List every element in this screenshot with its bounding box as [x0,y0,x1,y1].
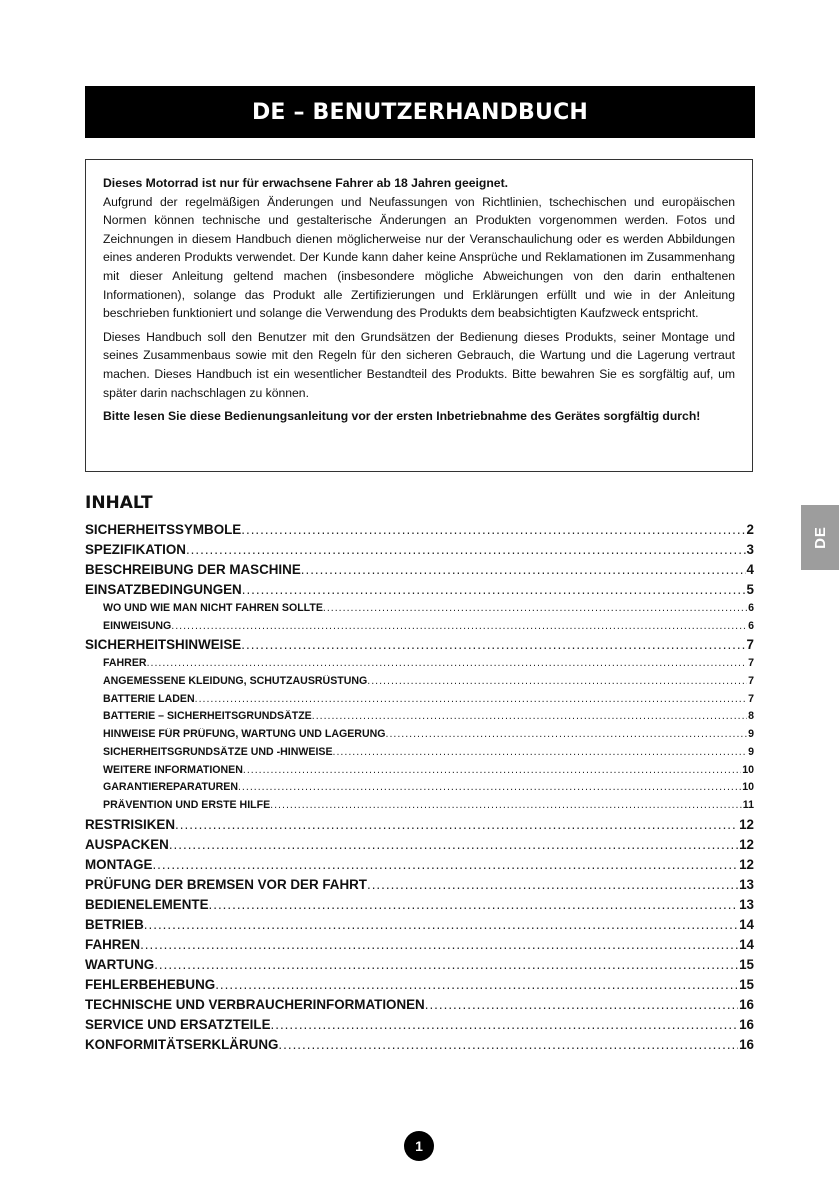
toc-entry-label: TECHNISCHE UND VERBRAUCHERINFORMATIONEN [85,996,425,1012]
toc-entry-label: SICHERHEITSGRUNDSÄTZE UND -HINWEISE [103,745,333,758]
toc-entry-page: 7 [748,692,754,705]
toc-entry-page: 7 [746,637,754,653]
toc-entry-label: ANGEMESSENE KLEIDUNG, SCHUTZAUSRÜSTUNG [103,675,368,688]
toc-entry[interactable] [85,997,754,1017]
toc-entry[interactable] [85,957,754,977]
toc-leader-dots [312,710,747,722]
toc-entry-page: 14 [739,936,754,952]
toc-entry-page: 9 [748,728,754,741]
toc-entry[interactable] [85,522,754,542]
toc-leader-dots [278,1037,738,1052]
toc-leader-dots [152,857,738,872]
toc-leader-dots [209,897,739,912]
toc-entry-label: FEHLERBEHEBUNG [85,976,216,992]
toc-entry-page: 12 [739,836,754,852]
manual-title: DE – BENUTZERHANDBUCH [251,99,589,125]
toc-entry-label: BESCHREIBUNG DER MASCHINE [85,562,301,577]
toc-entry[interactable] [85,657,754,675]
toc-entry-label: EINWEISUNG [103,619,172,632]
toc-leader-dots [367,675,747,687]
disclaimer-paragraph: Aufgrund der regelmäßigen Änderungen und Neufassungen von Richtlinien, tschechischen und europäischen Normen können technische und gestalterische Änderungen an Produkten vorgenommen werden. Fotos und Zeichnungen in diesem Handbuch dienen möglicherweise nur der Veranschaulichung oder es werden Abbildungen eines anderen Produkts verwendet. Der Kunde kann daher keine Ansprüche und Reklamationen im Zusammenhang mit dieser Anleitung geltend machen (insbesondere mögliche Abweichungen von den darin enthaltenen Informationen), solange das Produkt alle Zertifizierungen und Erklärungen erfüllt und wie in der Anleitung beschrieben funktioniert und solange die Verwendung des Produkts dem beabsichtigten Kaufzweck entspricht. [103,194,735,321]
toc-leader-dots [243,764,741,776]
toc-entry-label: RESTRISIKEN [85,816,176,832]
toc-leader-dots [140,937,738,952]
toc-entry-page: 16 [739,1016,754,1032]
toc-leader-dots [270,799,742,811]
toc-entry[interactable] [85,562,754,582]
toc-entry[interactable] [85,675,754,693]
toc-entry-page: 15 [739,956,754,972]
toc-leader-dots [241,637,745,652]
toc-entry-page: 6 [748,602,754,614]
toc-entry-page: 12 [739,856,754,872]
toc-leader-dots [186,542,746,557]
toc-entry[interactable] [85,764,754,782]
toc-entry-page: 9 [748,745,754,758]
purpose-paragraph: Dieses Handbuch soll den Benutzer mit den Grundsätzen der Bedienung dieses Produkts, seiner Montage und seines Zusammenbaus sowie mit den Regeln für den sicheren Gebrauch, die Wartung und die Lagerung vertraut machen. Dieses Handbuch ist ein wesentlicher Bestandteil des Produkts. Bitte bewahren Sie es sorgfältig auf, um später darin nachschlagen zu können. [103,329,735,400]
toc-entry-label: KONFORMITÄTSERKLÄRUNG [85,1036,279,1052]
toc-entry-page: 8 [748,710,754,723]
toc-entry-page: 14 [739,916,754,932]
toc-entry-page: 7 [748,657,754,670]
toc-entry-page: 12 [739,816,754,832]
toc-entry[interactable] [85,1017,754,1037]
toc-leader-dots [147,657,748,669]
toc-entry[interactable] [85,837,754,857]
toc-leader-dots [242,582,746,597]
manual-title-bar [85,86,755,138]
toc-entry-label: BETRIEB [85,916,144,932]
toc-leader-dots [241,522,745,537]
toc-entry-label: SICHERHEITSHINWEISE [85,637,242,653]
toc-entry-page: 6 [748,619,754,632]
toc-entry-page: 16 [739,1036,754,1052]
toc-entry-page: 16 [739,996,754,1012]
toc-entry-label: GARANTIEREPARATUREN [103,781,238,794]
toc-entry-page: 2 [746,522,754,537]
toc-entry-page: 13 [739,896,754,912]
toc-leader-dots [271,1017,739,1032]
toc-entry-label: WEITERE INFORMATIONEN [103,763,243,776]
toc-entry[interactable] [85,746,754,764]
toc-entry[interactable] [85,602,754,620]
page-number: 1 [404,1131,434,1161]
toc-leader-dots [175,817,738,832]
toc-entry-page: 11 [742,798,754,811]
toc-entry[interactable] [85,977,754,997]
toc-leader-dots [333,746,748,758]
toc-entry[interactable] [85,917,754,937]
toc-leader-dots [367,877,738,892]
toc-entry[interactable] [85,620,754,638]
toc-entry-page: 10 [742,781,754,794]
toc-leader-dots [238,781,741,793]
toc-leader-dots [215,977,738,992]
toc-entry[interactable] [85,799,754,817]
table-of-contents [85,522,754,1057]
toc-entry-page: 4 [746,562,754,577]
toc-entry-label: PRÄVENTION UND ERSTE HILFE [103,798,271,811]
age-warning: Dieses Motorrad ist nur für erwachsene Fahrer ab 18 Jahren geeignet. [103,176,509,190]
toc-leader-dots [323,602,747,614]
notice-box [85,159,753,472]
toc-entry-label: PRÜFUNG DER BREMSEN VOR DER FAHRT [85,876,367,892]
toc-entry-label: HINWEISE FÜR PRÜFUNG, WARTUNG UND LAGERUNG [103,728,386,741]
toc-entry-label: WARTUNG [85,956,155,972]
toc-entry[interactable] [85,637,754,657]
toc-entry-label: MONTAGE [85,856,153,872]
toc-entry-label: EINSATZBEDINGUNGEN [85,582,242,597]
toc-entry-label: BEDIENELEMENTE [85,896,209,912]
toc-leader-dots [144,917,738,932]
toc-entry-page: 7 [748,675,754,688]
toc-entry-page: 5 [746,582,754,597]
toc-entry[interactable] [85,877,754,897]
toc-leader-dots [425,997,738,1012]
toc-entry-page: 15 [739,976,754,992]
toc-entry-page: 13 [739,876,754,892]
toc-leader-dots [154,957,738,972]
toc-entry-page: 10 [742,763,754,776]
language-tab-label: DE [811,526,829,549]
toc-entry-label: BATTERIE LADEN [103,692,195,705]
toc-entry[interactable] [85,693,754,711]
read-instructions-notice: Bitte lesen Sie diese Bedienungsanleitung vor der ersten Inbetriebnahme des Gerätes sorgfältig durch! [103,409,701,424]
toc-entry[interactable] [85,710,754,728]
toc-entry[interactable] [85,582,754,602]
language-tab [801,505,839,570]
toc-heading: INHALT [85,493,153,513]
toc-entry-label: AUSPACKEN [85,836,169,852]
toc-leader-dots [169,837,738,852]
toc-leader-dots [171,620,747,632]
toc-leader-dots [195,693,747,705]
toc-entry-label: FAHRER [103,657,147,670]
toc-entry[interactable] [85,542,754,562]
toc-entry-label: WO UND WIE MAN NICHT FAHREN SOLLTE [103,602,323,614]
toc-entry-label: SPEZIFIKATION [85,542,186,557]
toc-entry-label: BATTERIE – SICHERHEITSGRUNDSÄTZE [103,710,312,723]
toc-entry-label: SICHERHEITSSYMBOLE [85,522,242,537]
toc-leader-dots [386,728,748,740]
toc-entry[interactable] [85,1037,754,1057]
toc-entry[interactable] [85,817,754,837]
toc-entry-page: 3 [746,542,754,557]
toc-entry[interactable] [85,897,754,917]
toc-entry[interactable] [85,937,754,957]
toc-entry[interactable] [85,781,754,799]
toc-leader-dots [301,562,746,577]
toc-entry-label: SERVICE UND ERSATZTEILE [85,1016,271,1032]
toc-entry[interactable] [85,728,754,746]
toc-entry[interactable] [85,857,754,877]
toc-entry-label: FAHREN [85,936,141,952]
